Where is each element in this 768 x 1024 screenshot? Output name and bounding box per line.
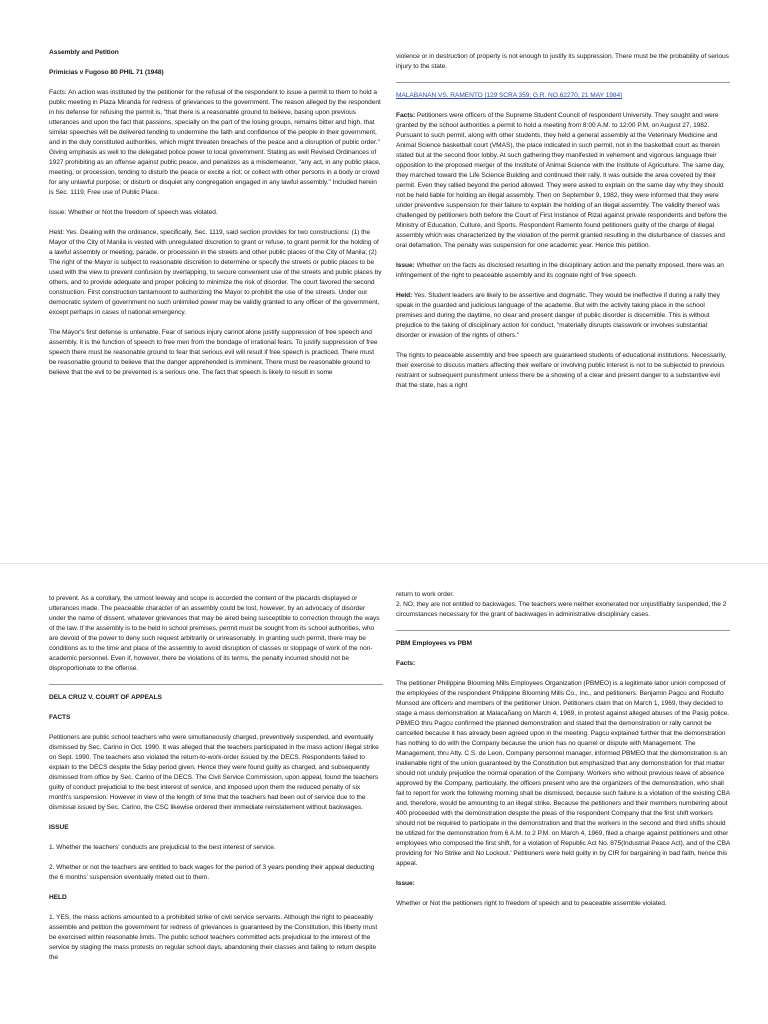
- body-paragraph: The Mayor's first defense is untenable. Fear of serious injury cannot alone justify suppression of free speech and assembly. It is the function of speech to free men from the bondage of irrational fears. To justify suppression of free speech there must be reasonable ground to fear that serious evil will result if free speech is practiced. There must be reasonable ground to believe that the danger apprehended is imminent. There must be reasonable ground to believe that the evil to be prevented is a serious one. The fact that speech is likely to result in some: [49, 329, 378, 376]
- held-paragraph: [396, 291, 730, 341]
- section-heading: Assembly and Petition: [49, 49, 119, 56]
- held-item-2: 2. NO, they are not entitled to backwages. The teachers were neither exonerated nor unjustifiably suspended, the 2 circumstances necessary for the grant of backwages in administrative disciplinary cases.: [396, 601, 727, 618]
- facts-paragraph: Petitioners are public school teachers who were simultaneously charged, preventively suspended, and eventually dismissed by Sec. Carino in Oct. 1990. It was alleged that the teachers participated in the mass action/ illegal strike on Sept. 1990. The teachers also violated the return-to-work-order issued by the DECS. Respondents failed to explain to the DECS despite the 5day period given. Hence they were found guilty as charged, and subsequently dismissed from office by Sec. Carino of the DECS. The Civil Service Commission, upon appeal, found the teachers guilty of conduct prejudicial to the best interest of service, and imposed upon them the reduced penalty of six month's suspension. However in view of the length of time that the teachers had been out of service due to the dismissal issued by Sec. Carino, the CSC likewise ordered their immediate reinstatement without backwages.: [49, 734, 379, 811]
- case-title: Primicias v Fugoso 80 PHIL 71 (1948): [49, 69, 164, 76]
- divider: [396, 630, 730, 631]
- held-label: Held:: [396, 292, 413, 299]
- facts-paragraph: [396, 111, 730, 251]
- body-paragraph: The rights to peaceable assembly and free speech are guaranteed students of educational institutions. Necessarily, their exercise to discuss matters affecting their welfare or involving public interest is not to be subjected to previous restraint or subsequent punishment unless there be a showing of a clear and present danger to a substantive evil that the state, has a right: [396, 352, 727, 389]
- divider: [49, 684, 383, 685]
- held-paragraph: [49, 228, 383, 318]
- issue-text: Whether or Not the freedom of speech was violated.: [68, 209, 218, 216]
- continuation-paragraph: violence or in destruction of property is not enough to justify its suppression. There must be the probability of serious injury to the state.: [396, 53, 729, 70]
- issue-paragraph: [396, 261, 730, 281]
- document-page-1: [0, 0, 768, 502]
- page2-left-column: [49, 594, 383, 963]
- facts-label: Facts:: [49, 89, 67, 96]
- issue-item-2: 2. Whether or not the teachers are entitled to back wages for the period of 3 years pending their appeal deducting the 6 months' suspension eventually meted out to them.: [49, 864, 375, 881]
- facts-text: Petitioners were officers of the Supreme Student Council of respondent University. They sought and were granted by the school authorities a permit to hold a meeting from 8:00 A.M. to 12:00 P.M, on August 27, 1982. Pursuant to such permit, along with other students, they held a general assembly at the Veterinary Medicine and Animal Science basketball court (VMAS), the place indicated in such permit, not in the basketball court as therein stated but at the second floor lobby. At such gathering they manifested in vehement and vigorous language their opposition to the proposed merger of the Institute of Animal Science with the Institute of Agriculture. The same day, they marched toward the Life Science Building and continued their rally. It was outside the area covered by their permit. Even they rallied beyond the period allowed. They were asked to explain on the same day why they should not be held liable for holding an illegal assembly. Then on September 9, 1982, they were informed that they were under preventive suspension for their failure to explain the holding of an illegal assembly. The validity thereof was challenged by petitioners both before the Court of First Instance of Rizal against private respondents and before the Ministry of Education, Culture, and Sports. Respondent Ramento found petitioners guilty of the charge of illegal assembly which was characterized by the violation of the permit granted resulting in the disturbance of classes and oral defamation. The penalty was suspension for one academic year. Hence this petition.: [396, 112, 728, 249]
- case-title: PBM Employees vs PBM: [396, 640, 472, 647]
- held-text: Yes. Student leaders are likely to be assertive and dogmatic. They would be ineffective if during a rally they speak in the guarded and judicious language of the academe. But with the activity taking place in the school premises and during the daytime, no clear and present danger of public disorder is discernible. This is without prejudice to the taking of disciplinary action for conduct, "materially disrupts classwork or involves substantial disorder or invasion of the rights of others.": [396, 292, 720, 339]
- issue-paragraph: Whether or Not the petitioners right to freedom of speech and to peaceable assemble violated.: [396, 900, 667, 907]
- issue-item-1: 1. Whether the teachers' conducts are prejudicial to the best interest of service.: [49, 844, 276, 851]
- issue-paragraph: [49, 208, 383, 218]
- issue-label: Issue:: [396, 880, 415, 887]
- page-gap: [0, 502, 768, 564]
- facts-label: Facts:: [396, 660, 416, 667]
- issue-heading: ISSUE: [49, 824, 69, 831]
- facts-paragraph: [49, 88, 383, 198]
- page2-right-column: [396, 590, 730, 909]
- document-page-2: [0, 564, 768, 1024]
- facts-heading: FACTS: [49, 714, 71, 721]
- case-title: DELA CRUZ V. COURT OF APPEALS: [49, 694, 162, 701]
- held-item-1: 1. YES, the mass actions amounted to a prohibited strike of civil service servants. Although the right to peaceably assemble and petition the government for redress of grievances is guaranteed by the Constitution, this liberty must be exercised within reasonable limits. The public school teachers committed acts prejudicial to the interest of the service by staging the mass protests on regular school days, abandoning their classes and failing to return despite the: [49, 914, 378, 961]
- continuation-paragraph: return to work order.: [396, 591, 454, 598]
- issue-label: Issue:: [49, 209, 67, 216]
- held-heading: HELD: [49, 894, 67, 901]
- held-label: Held:: [49, 229, 65, 236]
- facts-label: Facts:: [396, 112, 416, 119]
- facts-text: An action was instituted by the petitioner for the refusal of the respondent to issue a permit to them to hold a public meeting in Plaza Miranda for redress of grievances to the government. The reason alleged by the respondent in his defense for refusing the permit is, "that there is a reasonable ground to believe, basing upon previous utterances and upon the fact that passions, specially on the part of the losing groups, remains bitter and high, that similar speeches will be delivered tending to undermine the faith and confidence of the people in their government, and in the duly constituted authorities, which might threaten breaches of the peace and a disruption of public order." Giving emphasis as well to the delegated police power to local government. Stating as well Revised Ordinances of 1927 prohibiting as an offense against public peace, and penalizes as a misdemeanor, "any act, in any public place, meeting, or procession, tending to disturb the peace or excite a riot; or collect with other persons in a body or crowd for any unlawful purpose; or disturb or disquiet any congregation engaged in any lawful assembly." Included herein is Sec. 1119, Free use of Public Place.: [49, 89, 381, 196]
- page1-right-column: [396, 52, 730, 391]
- facts-paragraph: The petitioner Philippine Blooming Mills Employees Organization (PBMEO) is a legitimate labor union composed of the employees of the respondent Philippine Blooming Mills Co., Inc., and petitioners. Benjamin Pagcu and Rodulfo Munsod are officers and members of the petitioner Union. Petitioners claim that on March 1, 1969, they decided to stage a mass demonstration at Malacañang on March 4, 1969, in protest against alleged abuses of the Pasig police. PBMEO thru Pagcu confirmed the planned demonstration and stated that the demonstration or rally cannot be cancelled because it has already been agreed upon in the meeting. Pagcu explained further that the demonstration has nothing to do with the Company because the union has no quarrel or dispute with Management. The Management, thru Atty. C.S. de Leon, Company personnel manager, informed PBMEO that the demonstration is an inalienable right of the union guaranteed by the Constitution but emphasized that any demonstration for that matter should not unduly prejudice the normal operation of the Company. Workers who without previous leave of absence approved by the Company, particularly, the officers present who are the organizers of the demonstration, who shall fail to report for work the following morning shall be dismissed, because such failure is a violation of the existing CBA and, therefore, would be amounting to an illegal strike. Because the petitioners and their members numbering about 400 proceeded with the demonstration despite the pleas of the respondent Company that the first shift workers should not be required to participate in the demonstration and that the workers in the second and third shifts should be utilized for the demonstration from 6 A.M. to 2 P.M. on March 4, 1969, filed a charge against petitioners and other employees who composed the first shift, for a violation of Republic Act No. 875(Industrial Peace Act), and of the CBA providing for 'No Strike and No Lockout.' Petitioners were held guilty in by CIR for bargaining in bad faith, hence this appeal.: [396, 680, 730, 867]
- issue-text: Whether on the facts as disclosed resulting in the disciplinary action and the penalty imposed, there was an infringement of the right to peaceable assembly and its cognate right of free speech.: [396, 262, 724, 279]
- held-text: Yes. Dealing with the ordinance, specifically, Sec. 1119, said section provides for two constructions: (1) the Mayor of the City of Manila is vested with unregulated discretion to grant or refuse, to grant permit for the holding of a lawful assembly or meeting, parade, or procession in the streets and other public places of the City of Manila; (2) The right of the Mayor is subject to reasonable discretion to determine or specify the streets or public places to be used with the view to prevent confusion by overlapping, to secure convenient use of the streets and public places by others, and to provide adequate and proper policing to minimize the risk of disorder. The court favored the second construction. First construction tantamount to authorizing the Mayor to prohibit the use of the streets. Under our democratic system of government no such unlimited power may be validly granted to any officer of the government, except perhaps in cases of national emergency.: [49, 229, 382, 316]
- divider: [396, 82, 730, 83]
- case-link[interactable]: MALABANAN VS. RAMENTO [129 SCRA 359; G.R. NO.62270; 21 MAY 1984]: [396, 92, 622, 99]
- page1-left-column: [49, 48, 383, 378]
- continuation-paragraph: to prevent. As a corollary, the utmost leeway and scope is accorded the content of the placards displayed or utterances made. The peaceable character of an assembly could be lost, however, by an advocacy of disorder under the name of dissent, whatever grievances that may be aired being susceptible to correction through the ways of the law. If the assembly is to be held in school premises, permit must be sought from its school authorities, who are devoid of the power to deny such request arbitrarily or unreasonably. In granting such permit, there may be conditions as to the time and place of the assembly to avoid disruption of classes or stoppage of work of the non-academic personnel. Even if, however, there be violations of its terms, the penalty incurred should not be disproportionate to the offense.: [49, 595, 380, 672]
- issue-label: Issue:: [396, 262, 415, 269]
